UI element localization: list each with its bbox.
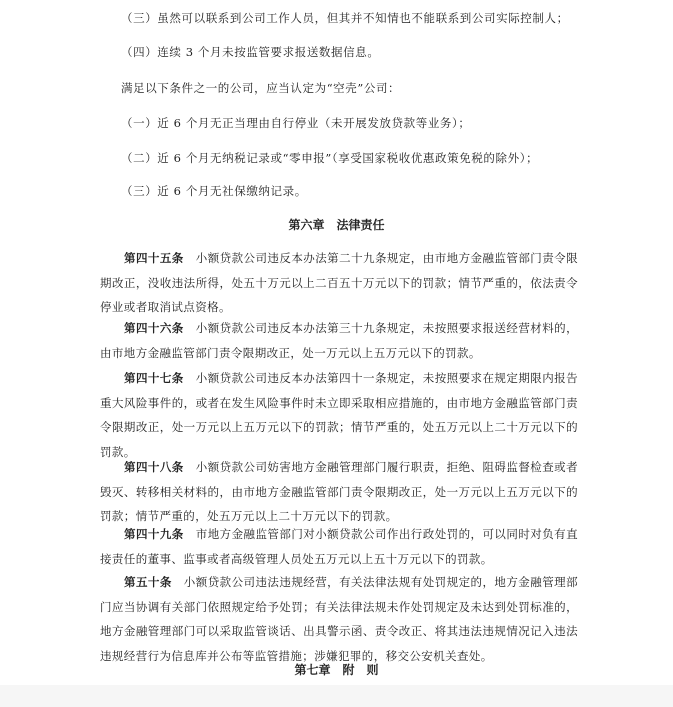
article-number: 第四十六条 — [124, 321, 184, 335]
article-number: 第四十五条 — [124, 251, 184, 265]
article-text: 小额贷款公司违反本办法第三十九条规定，未按照要求报送经营材料的，由市地方金融监管部门责令限期改正，处一万元以上五万元以下的罚款。 — [100, 321, 579, 360]
shell-condition-item: （一）近 6 个月无正当理由自行停业（未开展发放贷款等业务）； — [121, 116, 471, 130]
chapter-heading-7: 第七章 附 则 — [294, 663, 379, 677]
article-number: 第四十七条 — [124, 371, 184, 385]
chapter-heading-6: 第六章 法律责任 — [288, 218, 385, 232]
article-48 — [100, 455, 578, 529]
shell-condition-item: （二）近 6 个月无纳税记录或“零申报”（享受国家税收优惠政策免税的除外）； — [121, 151, 539, 165]
article-47 — [100, 366, 578, 464]
shell-company-intro: 满足以下条件之一的公司，应当认定为“空壳”公司： — [121, 81, 401, 95]
article-number: 第五十条 — [124, 575, 172, 589]
clause-item: （四）连续 3 个月未按监管要求报送数据信息。 — [121, 45, 380, 59]
article-50 — [100, 570, 578, 668]
page-bottom-band — [0, 685, 673, 707]
article-text: 市地方金融监管部门对小额贷款公司作出行政处罚的，可以同时对负有直接责任的董事、监事或者高级管理人员处五万元以上五十万元以下的罚款。 — [100, 527, 579, 566]
clause-item: （三）虽然可以联系到公司工作人员，但其并不知情也不能联系到公司实际控制人； — [121, 11, 569, 25]
article-text: 小额贷款公司违反本办法第二十九条规定，由市地方金融监管部门责令限期改正，没收违法所得，处五十万元以上二百五十万元以下的罚款；情节严重的，依法责令停业或者取消试点资格。 — [100, 251, 579, 314]
article-46 — [100, 316, 578, 365]
article-45 — [100, 246, 578, 320]
article-text: 小额贷款公司违法违规经营，有关法律法规有处罚规定的，地方金融管理部门应当协调有关部门依照规定给予处罚；有关法律法规未作处罚规定及未达到处罚标准的，地方金融管理部门可以采取监管谈话、出具警示函、责令改正、将其违法违规情况记入违法违规经营行为信息库并公布等监管措施；涉嫌犯罪的，移交公安机关查处。 — [100, 575, 578, 663]
shell-condition-item: （三）近 6 个月无社保缴纳记录。 — [121, 184, 307, 198]
article-number: 第四十九条 — [124, 527, 184, 541]
article-text: 小额贷款公司违反本办法第四十一条规定，未按照要求在规定期限内报告重大风险事件的，或者在发生风险事件时未立即采取相应措施的，由市地方金融监管部门责令限期改正，处一万元以上五万元以下的罚款；情节严重的，处五万元以上二十万元以下的罚款。 — [100, 371, 579, 459]
article-text: 小额贷款公司妨害地方金融管理部门履行职责，拒绝、阻碍监督检查或者毁灭、转移相关材料的，由市地方金融监管部门责令限期改正，处一万元以上五万元以下的罚款；情节严重的，处五万元以上二十万元以下的罚款。 — [100, 460, 579, 523]
article-number: 第四十八条 — [124, 460, 184, 474]
article-49 — [100, 522, 578, 571]
